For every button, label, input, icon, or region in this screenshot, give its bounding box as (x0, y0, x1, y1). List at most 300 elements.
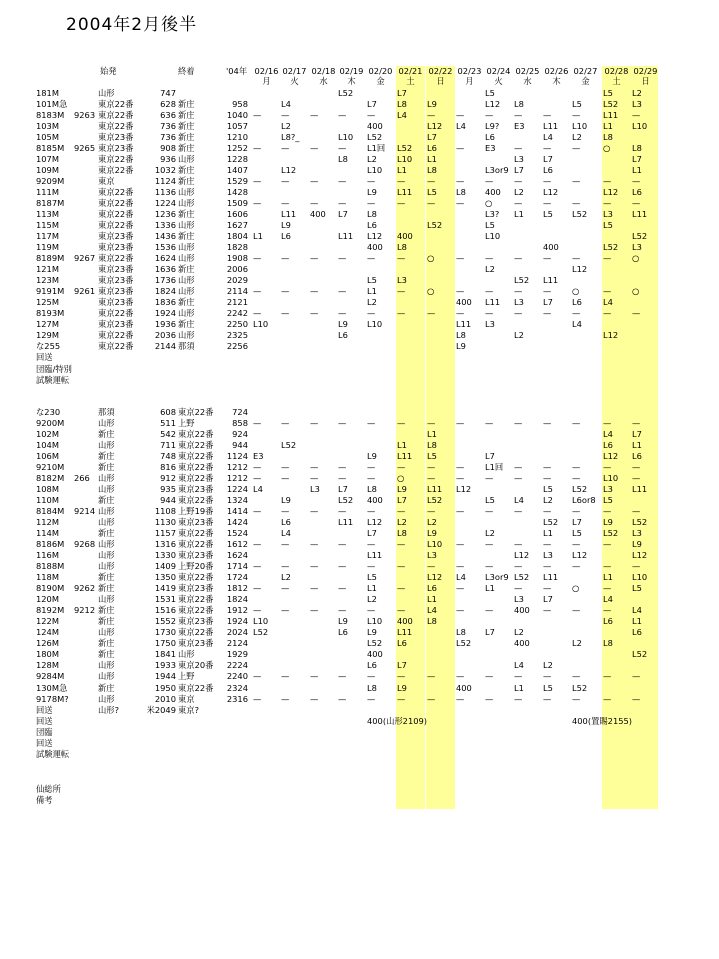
day-cell: L6 (603, 440, 613, 451)
day-cell: — (367, 418, 376, 429)
day-cell: L10 (338, 132, 354, 143)
day-cell: — (310, 671, 319, 682)
day-cell: L9 (456, 341, 466, 352)
day-cell: — (253, 693, 262, 704)
day-cell: L4 (603, 297, 613, 308)
day-cell: — (310, 539, 319, 550)
arrival-time: 1627 (226, 220, 248, 231)
day-cell: — (603, 418, 612, 429)
day-cell: — (281, 583, 290, 594)
alt-train-number: 9261 (74, 286, 96, 297)
terminal-station: 上野20番 (178, 561, 214, 572)
column-header-weekday: 木 (347, 76, 356, 86)
day-cell: L11 (427, 484, 443, 495)
day-cell: — (397, 561, 406, 572)
origin-station: 東京22番 (98, 187, 134, 198)
departure-time: 711 (160, 440, 176, 451)
terminal-station: 東京22番 (178, 682, 214, 693)
day-cell: ○ (603, 143, 611, 154)
origin-station: 山形 (98, 506, 115, 517)
day-cell: L10 (367, 165, 383, 176)
day-cell: — (253, 286, 262, 297)
day-cell: L4 (456, 121, 466, 132)
terminal-station: 東京22番 (178, 473, 214, 484)
day-cell: — (603, 198, 612, 209)
day-cell: — (543, 176, 552, 187)
day-cell: L2 (485, 264, 495, 275)
day-cell: L6 (367, 660, 377, 671)
train-number: な230 (36, 407, 61, 417)
day-cell: L52 (603, 528, 619, 539)
day-cell: L52 (338, 495, 354, 506)
day-cell: ○ (632, 286, 640, 297)
origin-station: 山形 (98, 88, 115, 98)
departure-time: 1936 (154, 319, 176, 330)
column-header-weekday: 月 (262, 76, 271, 86)
day-cell: 400 (310, 209, 326, 220)
arrival-time: 1812 (226, 583, 248, 594)
train-number: 回送 (36, 352, 53, 363)
day-cell: — (367, 308, 376, 319)
origin-station: 東京 (98, 176, 115, 187)
day-cell: L9 (281, 220, 291, 231)
origin-station: 山形 (98, 473, 115, 484)
day-cell: L1 (514, 209, 524, 220)
departure-time: 1730 (154, 627, 176, 638)
day-cell: — (543, 308, 552, 319)
day-cell: — (397, 539, 406, 550)
day-cell: L7 (485, 627, 495, 638)
terminal-station: 東京23番 (178, 583, 214, 594)
day-cell: — (514, 110, 523, 121)
train-number: 129M (36, 330, 59, 341)
origin-station: 山形 (98, 660, 115, 671)
day-cell: L1回 (485, 462, 504, 473)
origin-station: 新庄 (98, 451, 115, 462)
origin-station: 新庄 (98, 616, 115, 627)
train-number: 102M (36, 429, 59, 440)
day-cell: L6 (281, 517, 291, 528)
train-number: 111M (36, 187, 59, 198)
day-cell: L7 (632, 429, 642, 440)
arrival-time: 1929 (226, 649, 248, 660)
terminal-station: 山形 (178, 154, 195, 165)
day-cell: L8 (427, 440, 437, 451)
day-cell: E3 (485, 143, 496, 154)
alt-train-number: 9263 (74, 110, 96, 121)
column-header-weekday: 土 (406, 76, 415, 86)
day-cell: — (338, 143, 347, 154)
day-cell: L5 (485, 88, 495, 98)
train-number: 106M (36, 451, 59, 462)
day-cell: — (456, 583, 465, 594)
train-number: 127M (36, 319, 59, 330)
day-cell: L3 (427, 550, 437, 561)
day-cell: — (603, 671, 612, 682)
departure-time: 1636 (154, 264, 176, 275)
alt-train-number: 9267 (74, 253, 96, 264)
day-cell: — (281, 473, 290, 484)
terminal-station: 東京20番 (178, 660, 214, 671)
day-cell: L1 (514, 682, 524, 693)
origin-station: 東京22番 (98, 121, 134, 132)
day-cell: — (310, 561, 319, 572)
day-cell: — (514, 462, 523, 473)
day-cell: L9? (485, 121, 500, 132)
day-cell: L52 (632, 231, 648, 242)
origin-station: 山形 (98, 484, 115, 495)
alt-train-number: 266 (74, 473, 90, 484)
column-header-date: 02/24 (486, 66, 511, 76)
train-number: 試験運転 (36, 748, 70, 759)
day-cell: L6 (397, 638, 407, 649)
arrival-time: 1407 (226, 165, 248, 176)
day-cell: — (543, 506, 552, 517)
day-cell: — (338, 561, 347, 572)
day-cell: L6 (603, 616, 613, 627)
day-cell: — (281, 693, 290, 704)
terminal-station: 東京22番 (178, 429, 214, 440)
day-cell: — (543, 605, 552, 616)
day-cell: L4 (603, 594, 613, 605)
day-cell: — (572, 462, 581, 473)
day-cell: L3 (485, 319, 495, 330)
train-number: 112M (36, 517, 59, 528)
day-cell: L5 (632, 583, 642, 594)
day-cell: — (572, 693, 581, 704)
origin-station: 東京22番 (98, 341, 134, 352)
day-cell: L7 (397, 495, 407, 506)
day-cell: L1 (367, 286, 377, 297)
day-cell: L11 (603, 110, 619, 121)
day-cell: — (456, 561, 465, 572)
arrival-time: 2325 (226, 330, 248, 341)
day-cell: L8 (397, 528, 407, 539)
day-cell: — (253, 473, 262, 484)
day-cell: L3 (543, 550, 553, 561)
day-cell: — (367, 253, 376, 264)
column-header-weekday: 水 (319, 76, 328, 86)
departure-time: 1836 (154, 297, 176, 308)
day-cell: 400(山形2109) (367, 715, 428, 726)
departure-time: 1350 (154, 572, 176, 583)
day-cell: ○ (397, 473, 405, 484)
day-cell: — (572, 253, 581, 264)
departure-time: 1944 (154, 671, 176, 682)
departure-time: 1841 (154, 649, 176, 660)
origin-station: 東京22番 (98, 165, 134, 176)
day-cell: L52 (281, 440, 297, 451)
arrival-time: 1212 (226, 473, 248, 484)
day-cell: L4 (456, 572, 466, 583)
departure-time: 1224 (154, 198, 176, 209)
column-header-date: 02/17 (282, 66, 307, 76)
day-cell: — (632, 308, 641, 319)
day-cell: — (456, 671, 465, 682)
day-cell: L7 (543, 297, 553, 308)
day-cell: — (485, 308, 494, 319)
day-cell: L8 (397, 99, 407, 110)
train-number: 113M (36, 209, 59, 220)
day-cell: — (456, 539, 465, 550)
day-cell: L5 (427, 451, 437, 462)
day-cell: — (632, 462, 641, 473)
day-cell: L5 (367, 275, 377, 286)
day-cell: L1 (485, 583, 495, 594)
day-cell: — (310, 418, 319, 429)
day-cell: L6 (632, 451, 642, 462)
alt-train-number: 9268 (74, 539, 96, 550)
day-cell: L52 (632, 649, 648, 660)
departure-time: 1624 (154, 253, 176, 264)
origin-station: 新庄 (98, 462, 115, 473)
column-header-weekday: 日 (641, 76, 650, 86)
day-cell: L5 (603, 88, 613, 98)
terminal-station: 新庄 (178, 319, 195, 330)
arrival-time: 1804 (226, 231, 248, 242)
day-cell: — (485, 110, 494, 121)
day-cell: — (543, 693, 552, 704)
day-cell: L5 (485, 495, 495, 506)
day-cell: — (427, 473, 436, 484)
departure-time: 米2049 (146, 704, 176, 715)
departure-time: 908 (160, 143, 176, 154)
arrival-time: 924 (232, 429, 248, 440)
day-cell: L8 (338, 154, 348, 165)
day-cell: L2 (485, 528, 495, 539)
day-cell: — (456, 462, 465, 473)
day-cell: — (281, 418, 290, 429)
day-cell: — (310, 143, 319, 154)
train-number: 128M (36, 660, 59, 671)
day-cell: L52 (367, 132, 383, 143)
day-cell: L5 (367, 572, 377, 583)
day-cell: — (367, 110, 376, 121)
day-cell: — (572, 198, 581, 209)
train-number: 115M (36, 220, 59, 231)
arrival-time: 1210 (226, 132, 248, 143)
day-cell: L12 (632, 550, 648, 561)
day-cell: 400 (514, 605, 530, 616)
day-cell: — (367, 605, 376, 616)
terminal-station: 東京22番 (178, 495, 214, 506)
terminal-station: 東京22番 (178, 407, 214, 417)
origin-station: 那須 (98, 407, 115, 417)
day-cell: L1 (253, 231, 263, 242)
departure-time: 1032 (154, 165, 176, 176)
train-number: 110M (36, 495, 59, 506)
day-cell: — (310, 253, 319, 264)
day-cell: — (543, 473, 552, 484)
day-cell: 400 (485, 187, 501, 198)
terminal-station: 山形 (178, 649, 195, 660)
day-cell: L6 (427, 583, 437, 594)
day-cell: L52 (427, 220, 443, 231)
day-cell: — (514, 473, 523, 484)
day-cell: — (338, 308, 347, 319)
day-cell: L11 (632, 484, 648, 495)
day-cell: L12 (603, 451, 619, 462)
terminal-station: 東京 (178, 693, 195, 704)
day-cell: — (427, 176, 436, 187)
day-cell: L3 (514, 297, 524, 308)
column-header-weekday: 月 (465, 76, 474, 86)
train-number: 105M (36, 132, 59, 143)
day-cell: — (514, 286, 523, 297)
day-cell: — (632, 693, 641, 704)
terminal-station: 東京22番 (178, 605, 214, 616)
day-cell: — (603, 176, 612, 187)
arrival-time: 1724 (226, 572, 248, 583)
alt-train-number: 9212 (74, 605, 96, 616)
terminal-station: 東京22番 (178, 440, 214, 451)
day-cell: — (310, 462, 319, 473)
day-cell: — (485, 539, 494, 550)
day-cell: L6 (572, 297, 582, 308)
day-cell: — (281, 176, 290, 187)
departure-time: 736 (160, 121, 176, 132)
departure-time: 1316 (154, 539, 176, 550)
day-cell: L2 (543, 495, 553, 506)
day-cell: ○ (632, 253, 640, 264)
origin-station: 東京22番 (98, 330, 134, 341)
arrival-time: 1924 (226, 616, 248, 627)
departure-time: 1824 (154, 286, 176, 297)
day-cell: — (281, 462, 290, 473)
column-header-date: 02/28 (604, 66, 629, 76)
day-cell: — (603, 583, 612, 594)
day-cell: L5 (543, 209, 553, 220)
day-cell: — (367, 671, 376, 682)
column-header-date: 02/21 (398, 66, 423, 76)
day-cell: L8 (456, 627, 466, 638)
day-cell: — (253, 506, 262, 517)
day-cell: — (543, 110, 552, 121)
day-cell: 400 (397, 231, 413, 242)
day-cell: L2 (572, 638, 582, 649)
train-number: 114M (36, 528, 59, 539)
day-cell: L11 (397, 627, 413, 638)
day-cell: L2 (632, 88, 642, 98)
terminal-station: 新庄 (178, 231, 195, 242)
day-cell: L6 (338, 627, 348, 638)
day-cell: 400 (367, 121, 383, 132)
train-number: 8192M (36, 605, 65, 616)
train-number: 117M (36, 231, 59, 242)
arrival-time: 944 (232, 440, 248, 451)
terminal-station: 東京22番 (178, 451, 214, 462)
day-cell: L7 (543, 154, 553, 165)
day-cell: L8 (456, 187, 466, 198)
day-cell: L3or9 (485, 572, 509, 583)
origin-station: 東京23番 (98, 132, 134, 143)
day-cell: — (572, 418, 581, 429)
day-cell: — (397, 176, 406, 187)
terminal-station: 上野 (178, 418, 195, 429)
day-cell: — (338, 583, 347, 594)
departure-time: 1552 (154, 616, 176, 627)
day-cell: — (514, 583, 523, 594)
origin-station: 東京22番 (98, 308, 134, 319)
terminal-station: 新庄 (178, 264, 195, 275)
day-cell: — (281, 110, 290, 121)
day-cell: L9 (603, 517, 613, 528)
column-header-date: 02/27 (573, 66, 598, 76)
arrival-time: 2006 (226, 264, 248, 275)
day-cell: L1 (427, 429, 437, 440)
day-cell: — (281, 308, 290, 319)
day-cell: — (456, 473, 465, 484)
day-cell: L11 (281, 209, 297, 220)
day-cell: — (397, 253, 406, 264)
day-cell: — (543, 286, 552, 297)
column-header-date: 02/19 (339, 66, 364, 76)
arrival-time: 1828 (226, 242, 248, 253)
day-cell: — (253, 561, 262, 572)
day-cell: — (310, 286, 319, 297)
terminal-station: 上野19番 (178, 506, 214, 517)
day-cell: L9 (427, 99, 437, 110)
column-header-date: 02/23 (457, 66, 482, 76)
day-cell: — (281, 506, 290, 517)
departure-time: 944 (160, 495, 176, 506)
origin-station: 山形 (98, 561, 115, 572)
day-cell: L4 (603, 429, 613, 440)
train-number: 120M (36, 594, 59, 605)
origin-station: 新庄 (98, 495, 115, 506)
day-cell: L11 (456, 319, 472, 330)
origin-station: 山形 (98, 517, 115, 528)
day-cell: L3or9 (485, 165, 509, 176)
day-cell: L9 (367, 451, 377, 462)
day-cell: L9 (367, 187, 377, 198)
day-cell: — (456, 506, 465, 517)
day-cell: 400 (367, 495, 383, 506)
footer-label: 備考 (36, 795, 53, 806)
day-cell: L2 (514, 627, 524, 638)
day-cell: — (456, 198, 465, 209)
origin-station: 東京23番 (98, 264, 134, 275)
terminal-station: 東京23番 (178, 616, 214, 627)
departure-time: 1436 (154, 231, 176, 242)
day-cell: L3 (514, 154, 524, 165)
departure-time: 636 (160, 110, 176, 121)
departure-time: 2036 (154, 330, 176, 341)
day-cell: L9 (281, 495, 291, 506)
day-cell: — (514, 506, 523, 517)
day-cell: — (281, 605, 290, 616)
day-cell: L7 (514, 165, 524, 176)
departure-time: 1933 (154, 660, 176, 671)
origin-station: 山形 (98, 539, 115, 550)
origin-station: 東京23番 (98, 286, 134, 297)
origin-station: 山形 (98, 693, 115, 704)
day-cell: — (367, 693, 376, 704)
terminal-station: 新庄 (178, 297, 195, 308)
origin-station: 新庄 (98, 605, 115, 616)
day-cell: — (572, 671, 581, 682)
day-cell: L5 (572, 99, 582, 110)
departure-time: 2010 (154, 693, 176, 704)
origin-station: 山形 (98, 550, 115, 561)
day-cell: L9 (427, 528, 437, 539)
departure-time: 1130 (154, 517, 176, 528)
train-number: 118M (36, 572, 59, 583)
day-cell: — (603, 605, 612, 616)
arrival-time: 1428 (226, 187, 248, 198)
arrival-time: 1414 (226, 506, 248, 517)
origin-station: 東京22番 (98, 209, 134, 220)
